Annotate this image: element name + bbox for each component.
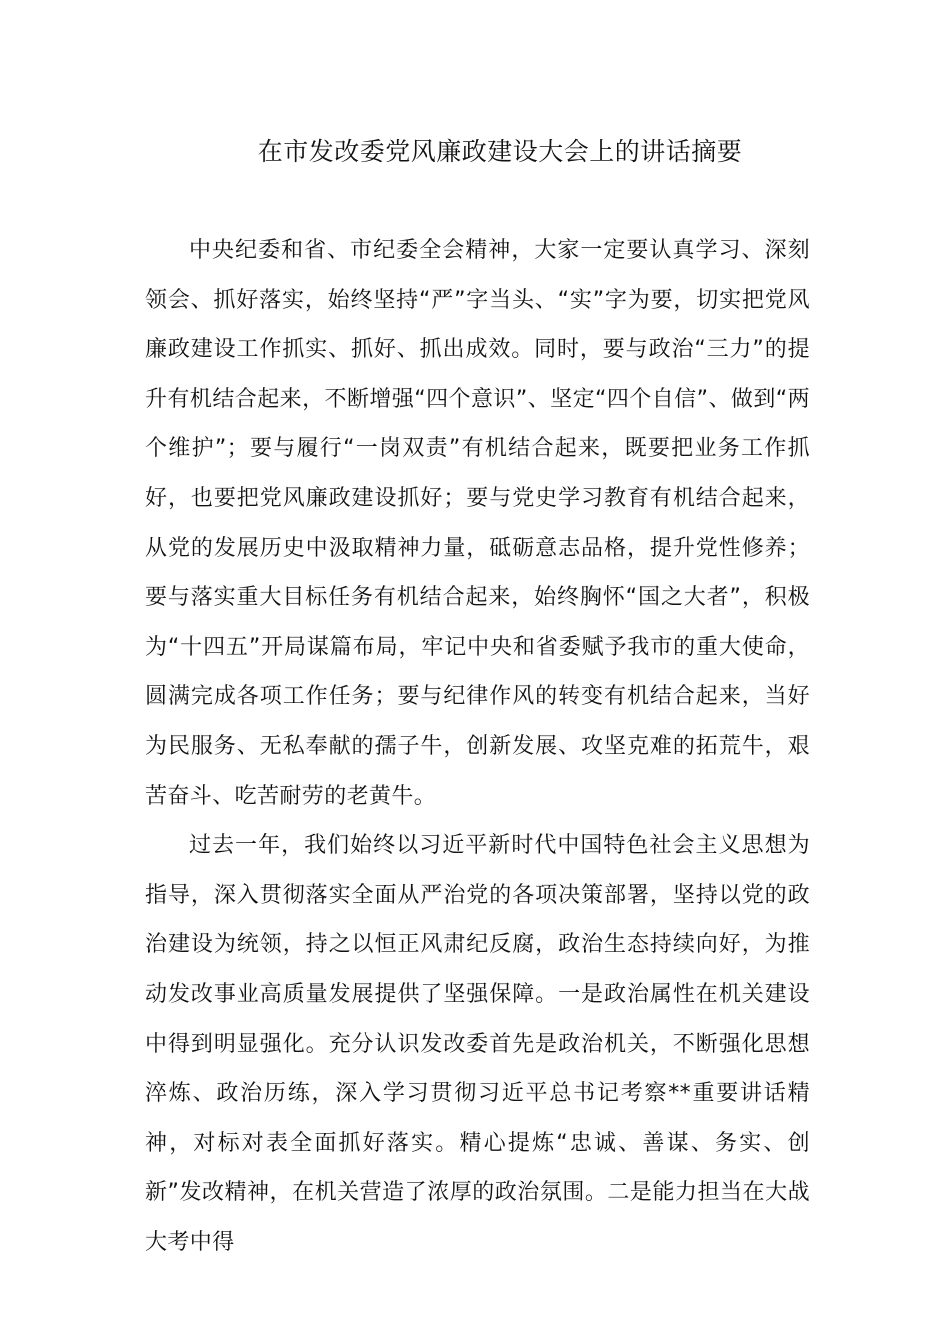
paragraph-2: 过去一年，我们始终以习近平新时代中国特色社会主义思想为指导，深入贯彻落实全面从严治党的各项决策部署，坚持以党的政治建设为统领，持之以恒正风肃纪反腐，政治生态持续向好，为推动发改事业高质量发展提供了坚强保障。一是政治属性在机关建设中得到明显强化。充分认识发改委首先是政治机关，不断强化思想淬炼、政治历练，深入学习贯彻习近平总书记考察**重要讲话精神，对标对表全面抓好落实。精心提炼“忠诚、善谋、务实、创新”发改精神，在机关营造了浓厚的政治氛围。二是能力担当在大战大考中得: [145, 833, 810, 1255]
document-title: 在市发改委党风廉政建设大会上的讲话摘要: [257, 137, 743, 166]
paragraph-1: 中央纪委和省、市纪委全会精神，大家一定要认真学习、深刻领会、抓好落实，始终坚持“严”字当头、“实”字为要，切实把党风廉政建设工作抓实、抓好、抓出成效。同时，要与政治“三力”的提升有机结合起来，不断增强“四个意识”、坚定“四个自信”、做到“两个维护”；要与履行“一岗双责”有机结合起来，既要把业务工作抓好，也要把党风廉政建设抓好；要与党史学习教育有机结合起来，从党的发展历史中汲取精神力量，砥砺意志品格，提升党性修养；要与落实重大目标任务有机结合起来，始终胸怀“国之大者”，积极为“十四五”开局谋篇布局，牢记中央和省委赋予我市的重大使命，圆满完成各项工作任务；要与纪律作风的转变有机结合起来，当好为民服务、无私奉献的孺子牛，创新发展、攻坚克难的拓荒牛，艰苦奋斗、吃苦耐劳的老黄牛。: [145, 238, 810, 809]
document-body: [145, 226, 810, 1267]
